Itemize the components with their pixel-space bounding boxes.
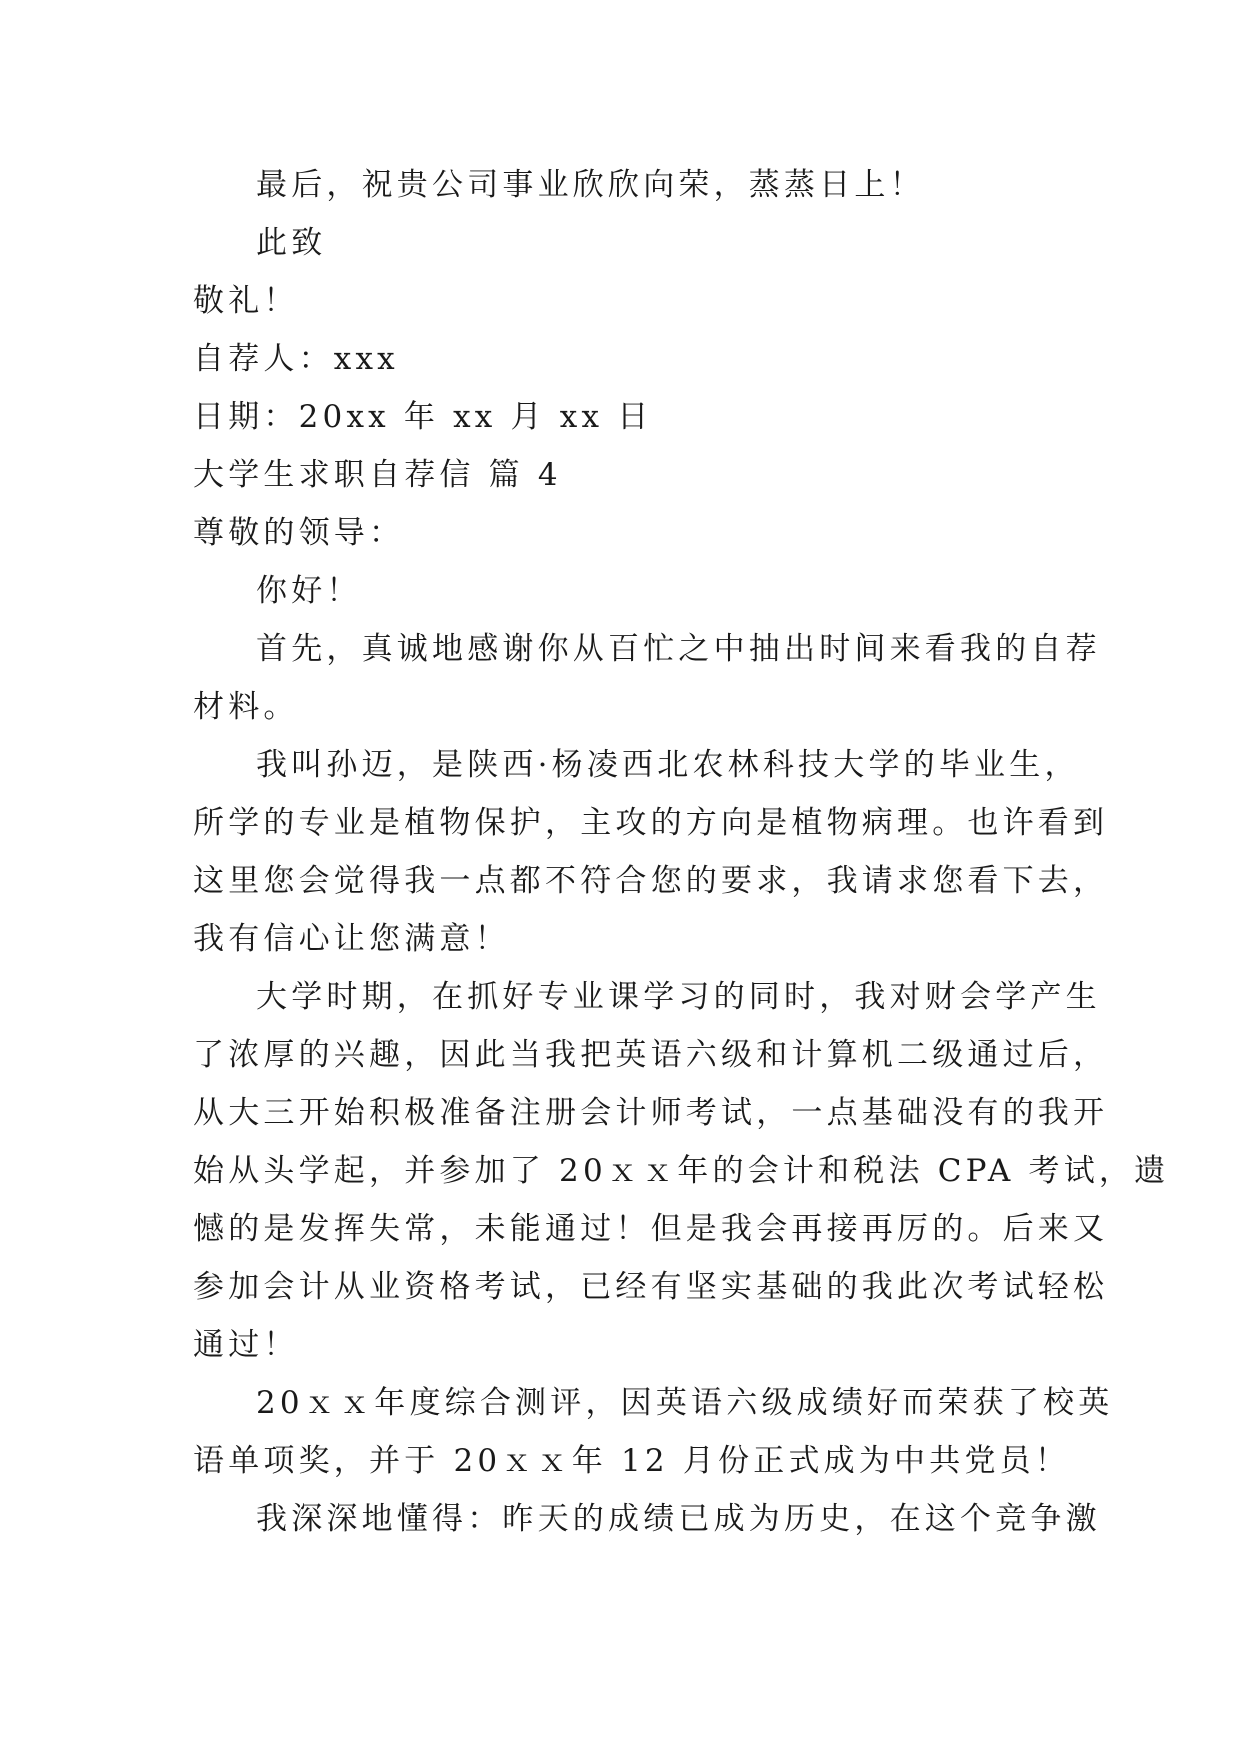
paragraph-line: 大学时期，在抓好专业课学习的同时，我对财会学产生 xyxy=(256,979,1101,1015)
paragraph-line: 了浓厚的兴趣，因此当我把英语六级和计算机二级通过后， xyxy=(193,1037,1109,1073)
section-heading: 大学生求职自荐信 篇 4 xyxy=(193,457,562,493)
paragraph-line: 从大三开始积极准备注册会计师考试，一点基础没有的我开 xyxy=(193,1095,1109,1131)
letter-salutation: 尊敬的领导： xyxy=(193,515,405,551)
paragraph-line: 我有信心让您满意！ xyxy=(193,921,510,957)
date-line: 日期：20xx 年 xx 月 xx 日 xyxy=(193,399,653,435)
paragraph-line: 20ｘｘ年度综合测评，因英语六级成绩好而荣获了校英 xyxy=(256,1385,1114,1421)
signature-line: 自荐人：xxx xyxy=(193,341,399,377)
paragraph-line: 语单项奖，并于 20ｘｘ年 12 月份正式成为中共党员！ xyxy=(193,1443,1071,1479)
paragraph-line: 通过！ xyxy=(193,1327,299,1363)
paragraph-line: 首先，真诚地感谢你从百忙之中抽出时间来看我的自荐 xyxy=(256,631,1101,667)
greeting: 你好！ xyxy=(256,573,362,609)
paragraph-line: 所学的专业是植物保护，主攻的方向是植物病理。也许看到 xyxy=(193,805,1109,841)
paragraph-line: 憾的是发挥失常，未能通过！但是我会再接再厉的。后来又 xyxy=(193,1211,1109,1247)
closing-salutation: 此致 xyxy=(256,225,327,261)
paragraph-line: 我叫孙迈，是陕西·杨凌西北农林科技大学的毕业生， xyxy=(256,747,1080,783)
paragraph-line: 这里您会觉得我一点都不符合您的要求，我请求您看下去， xyxy=(193,863,1109,899)
paragraph-line: 始从头学起，并参加了 20ｘｘ年的会计和税法 CPA 考试，遗 xyxy=(193,1153,1170,1189)
paragraph-line: 我深深地懂得：昨天的成绩已成为历史，在这个竞争激 xyxy=(256,1501,1101,1537)
closing-wish: 最后，祝贵公司事业欣欣向荣，蒸蒸日上！ xyxy=(256,167,925,203)
closing-regards: 敬礼！ xyxy=(193,283,299,319)
paragraph-line: 参加会计从业资格考试，已经有坚实基础的我此次考试轻松 xyxy=(193,1269,1109,1305)
paragraph-line: 材料。 xyxy=(193,689,299,725)
